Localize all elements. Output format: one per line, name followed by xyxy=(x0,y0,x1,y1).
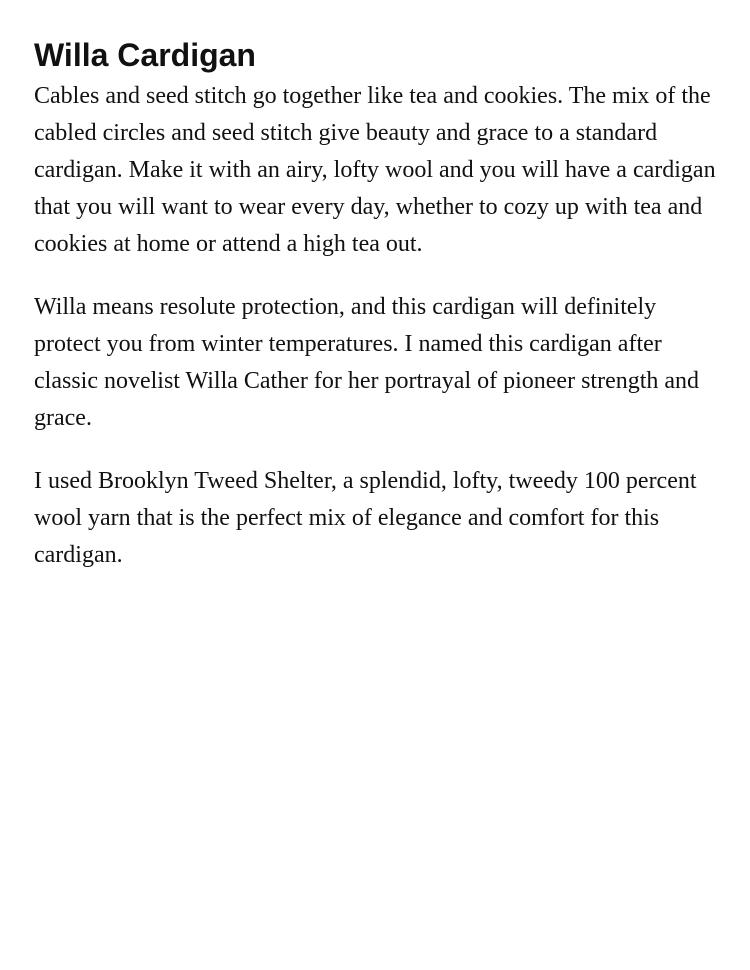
document-page xyxy=(34,34,724,600)
paragraph-intro: Cables and seed stitch go together like tea and cookies. The mix of the cabled circles and seed stitch give beauty and grace to a standard cardigan. Make it with an airy, lofty wool and you will have a cardigan that you will want to wear every day, whether to cozy up with tea and cookies at home or attend a high tea out. xyxy=(34,83,716,257)
paragraph-name-origin: Willa means resolute protection, and this cardigan will definitely protect you from winter temperatures. I named this cardigan after classic novelist Willa Cather for her portrayal of pioneer strength and grace. xyxy=(34,294,700,431)
paragraph-yarn: I used Brooklyn Tweed Shelter, a splendid, lofty, tweedy 100 percent wool yarn that is the perfect mix of elegance and comfort for this cardigan. xyxy=(34,468,697,568)
page-title: Willa Cardigan xyxy=(34,37,256,73)
